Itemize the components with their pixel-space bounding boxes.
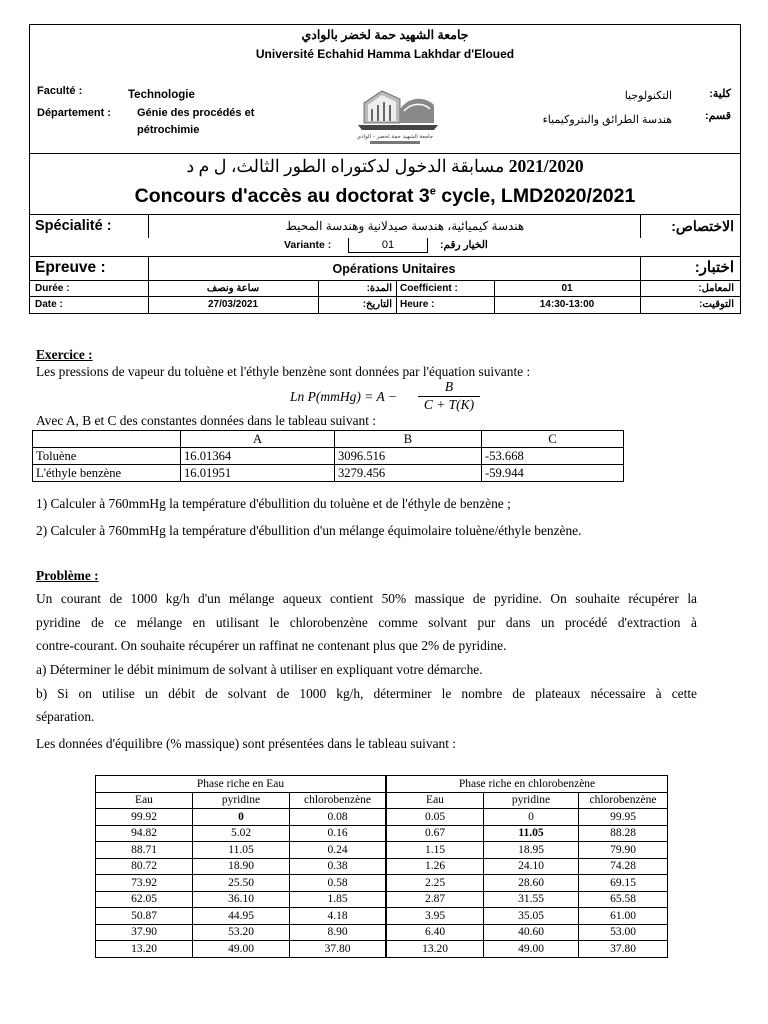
- table-cell: 0.08: [290, 809, 387, 826]
- question-b-line-2: séparation.: [36, 709, 95, 724]
- table-cell: 31.55: [484, 891, 579, 908]
- table-cell: 1.85: [290, 891, 387, 908]
- coefficient-label-ar: المعامل:: [698, 283, 734, 294]
- subheader-cell: chlorobenzène: [290, 792, 387, 809]
- faculte-label: Faculté :: [37, 85, 83, 97]
- table-cell: 40.60: [484, 924, 579, 941]
- heure-label: Heure :: [400, 299, 435, 310]
- table-cell: 74.28: [579, 858, 668, 875]
- departement-value: Génie des procédés et: [137, 107, 255, 119]
- table-cell: 53.00: [579, 924, 668, 941]
- probleme-heading: Problème :: [36, 568, 99, 583]
- table-cell: -59.944: [482, 465, 624, 482]
- table-cell: 18.95: [484, 842, 579, 859]
- table-cell: 0.24: [290, 842, 387, 859]
- faculte-value: Technologie: [128, 89, 195, 101]
- table-cell: -53.668: [482, 448, 624, 465]
- title-fr-sup: e: [429, 185, 436, 198]
- qism-label: قسم:: [704, 110, 731, 122]
- table-cell: 99.92: [96, 809, 193, 826]
- title-ar: [30, 156, 740, 177]
- table-header-cell: [33, 431, 181, 448]
- qism-value: هندسة الطرائق والبتروكيمياء: [542, 114, 672, 126]
- epreuve-label: Epreuve :: [35, 259, 106, 276]
- table-row: [96, 809, 668, 826]
- table-group-header-row: [96, 776, 668, 793]
- specialite-label-ar: الاختصاص:: [671, 218, 734, 234]
- table-cell: 44.95: [193, 908, 290, 925]
- table-cell: 99.95: [579, 809, 668, 826]
- probleme-line-1: Un courant de 1000 kg/h d'un mélange aqueux contient 50% massique de pyridine. On souhaite récupérer la: [36, 591, 697, 606]
- exam-header: [29, 24, 741, 314]
- title-ar-year: 2021/2020: [508, 156, 584, 176]
- variante-value: 01: [381, 239, 395, 251]
- duree-value: ساعة ونصف: [206, 283, 260, 294]
- table-header-row: [33, 431, 624, 448]
- table-cell: 0.58: [290, 875, 387, 892]
- question-2: 2) Calculer à 760mmHg la température d'ébullition d'un mélange équimolaire toluène/éthyle benzène.: [36, 523, 582, 538]
- table-cell: 3.95: [386, 908, 484, 925]
- title-fr-post: cycle, LMD2020/2021: [435, 185, 636, 207]
- coefficient-label: Coefficient :: [400, 283, 458, 294]
- table-cell: 0.38: [290, 858, 387, 875]
- title-fr-pre: Concours d'accès au doctorat 3: [134, 185, 430, 207]
- table-cell: 11.05: [193, 842, 290, 859]
- duree-label-ar: المدة:: [366, 283, 392, 294]
- table-cell: 1.15: [386, 842, 484, 859]
- table-row: [96, 924, 668, 941]
- table-row: [96, 875, 668, 892]
- table-cell: L'éthyle benzène: [33, 465, 181, 482]
- table-cell: 69.15: [579, 875, 668, 892]
- table-cell: 0.05: [386, 809, 484, 826]
- table-cell: 49.00: [193, 941, 290, 958]
- date-value: 27/03/2021: [207, 299, 259, 310]
- table-row: [96, 842, 668, 859]
- table-row: [96, 941, 668, 958]
- table-cell: 88.71: [96, 842, 193, 859]
- subheader-cell: chlorobenzène: [579, 792, 668, 809]
- table-cell: 37.80: [579, 941, 668, 958]
- table-cell: 11.05: [484, 825, 579, 842]
- table-cell: 0: [193, 809, 290, 826]
- group-header-chlorobenzene: Phase riche en chlorobenzène: [386, 776, 668, 793]
- subheader-cell: pyridine: [193, 792, 290, 809]
- variante-label: Variante :: [284, 239, 332, 251]
- equilibrium-table-intro: Les données d'équilibre (% massique) sont présentées dans le tableau suivant :: [36, 736, 457, 751]
- question-b-line-1: b) Si on utilise un débit de solvant de 1000 kg/h, déterminer le nombre de plateaux nécessaire à cette: [36, 686, 697, 701]
- table-cell: 62.05: [96, 891, 193, 908]
- table-cell: 50.87: [96, 908, 193, 925]
- table-row: [33, 448, 624, 465]
- table-cell: 61.00: [579, 908, 668, 925]
- table-cell: 37.90: [96, 924, 193, 941]
- table-cell: 13.20: [96, 941, 193, 958]
- question-a: a) Déterminer le débit minimum de solvant à utiliser en expliquant votre démarche.: [36, 662, 483, 677]
- table-cell: 8.90: [290, 924, 387, 941]
- table-cell: 79.90: [579, 842, 668, 859]
- departement-value-2: pétrochimie: [137, 124, 200, 136]
- heure-label-ar: التوقيت:: [699, 299, 734, 310]
- equation-lhs: Ln P(mmHg) = A −: [290, 389, 397, 404]
- subheader-cell: Eau: [386, 792, 484, 809]
- table-subheader-row: [96, 792, 668, 809]
- date-label: Date :: [35, 299, 63, 310]
- university-name-ar: جامعة الشهيد حمة لخضر بالوادي: [301, 28, 469, 42]
- table-row: [96, 825, 668, 842]
- heure-value: 14:30-13:00: [539, 299, 595, 310]
- table-cell: 49.00: [484, 941, 579, 958]
- university-name-fr: Université Echahid Hamma Lakhdar d'Eloued: [255, 47, 515, 61]
- kulliya-value: التكنولوجيا: [624, 90, 672, 102]
- table-cell: 6.40: [386, 924, 484, 941]
- table-cell: 13.20: [386, 941, 484, 958]
- duree-label: Durée :: [35, 283, 70, 294]
- table-row: [33, 465, 624, 482]
- table-header-cell: A: [181, 431, 335, 448]
- table-cell: 0.16: [290, 825, 387, 842]
- table-cell: 35.05: [484, 908, 579, 925]
- equation-denominator: C + T(K): [423, 397, 475, 412]
- table-cell: 16.01951: [181, 465, 335, 482]
- table-cell: 53.20: [193, 924, 290, 941]
- equation-numerator: B: [444, 379, 454, 394]
- exercice-intro: Les pressions de vapeur du toluène et l'éthyle benzène sont données par l'équation suivante :: [36, 364, 531, 379]
- table-cell: 18.90: [193, 858, 290, 875]
- departement-label: Département :: [37, 107, 111, 119]
- table-cell: 73.92: [96, 875, 193, 892]
- question-1: 1) Calculer à 760mmHg la température d'ébullition du toluène et de l'éthyle de benzène ;: [36, 496, 511, 511]
- title-fr: [30, 185, 740, 208]
- group-header-water: Phase riche en Eau: [96, 776, 387, 793]
- table-cell: 88.28: [579, 825, 668, 842]
- equilibrium-data-table: [95, 775, 668, 958]
- variante-label-ar: الخيار رقم:: [440, 239, 488, 251]
- table-cell: 37.80: [290, 941, 387, 958]
- table-cell: 3279.456: [335, 465, 482, 482]
- probleme-line-3: contre-courant. On souhaite récupérer un raffinat ne contenant plus que 2% de pyridine.: [36, 638, 507, 653]
- table-row: [96, 858, 668, 875]
- table-cell: 36.10: [193, 891, 290, 908]
- exercice-heading: Exercice :: [36, 347, 93, 362]
- table-cell: 1.26: [386, 858, 484, 875]
- coefficient-value: 01: [561, 283, 573, 294]
- table-cell: 3096.516: [335, 448, 482, 465]
- title-ar-text: مسابقة الدخول لدكتوراه الطور الثالث، ل م د: [186, 156, 505, 176]
- subheader-cell: Eau: [96, 792, 193, 809]
- table-row: [96, 891, 668, 908]
- table-cell: 94.82: [96, 825, 193, 842]
- specialite-value: هندسة كيميائية، هندسة صيدلانية وهندسة المحيط: [285, 219, 525, 233]
- table-cell: 4.18: [290, 908, 387, 925]
- table-cell: 65.58: [579, 891, 668, 908]
- logo-text: جامعة الشهيد حمة لخضر - الوادي: [356, 134, 434, 140]
- antoine-constants-table: [32, 430, 624, 482]
- table-cell: Toluène: [33, 448, 181, 465]
- table-cell: 16.01364: [181, 448, 335, 465]
- table-cell: 80.72: [96, 858, 193, 875]
- table-cell: 0: [484, 809, 579, 826]
- date-label-ar: التاريخ:: [362, 299, 392, 310]
- table-cell: 2.87: [386, 891, 484, 908]
- table-header-cell: B: [335, 431, 482, 448]
- university-logo: [348, 75, 442, 147]
- kulliya-label: كلية:: [709, 88, 731, 100]
- table-header-cell: C: [482, 431, 624, 448]
- table-cell: 2.25: [386, 875, 484, 892]
- table-cell: 24.10: [484, 858, 579, 875]
- epreuve-value: Opérations Unitaires: [332, 262, 456, 276]
- table-cell: 0.67: [386, 825, 484, 842]
- table-row: [96, 908, 668, 925]
- constants-table-intro: Avec A, B et C des constantes données dans le tableau suivant :: [36, 413, 377, 428]
- table-cell: 25.50: [193, 875, 290, 892]
- specialite-label: Spécialité :: [35, 218, 112, 234]
- subheader-cell: pyridine: [484, 792, 579, 809]
- probleme-line-2: pyridine de ce mélange en utilisant le chlorobenzène comme solvant pur dans un procédé d'extraction à: [36, 615, 697, 630]
- epreuve-label-ar: اختبار:: [694, 259, 734, 276]
- table-cell: 5.02: [193, 825, 290, 842]
- table-cell: 28.60: [484, 875, 579, 892]
